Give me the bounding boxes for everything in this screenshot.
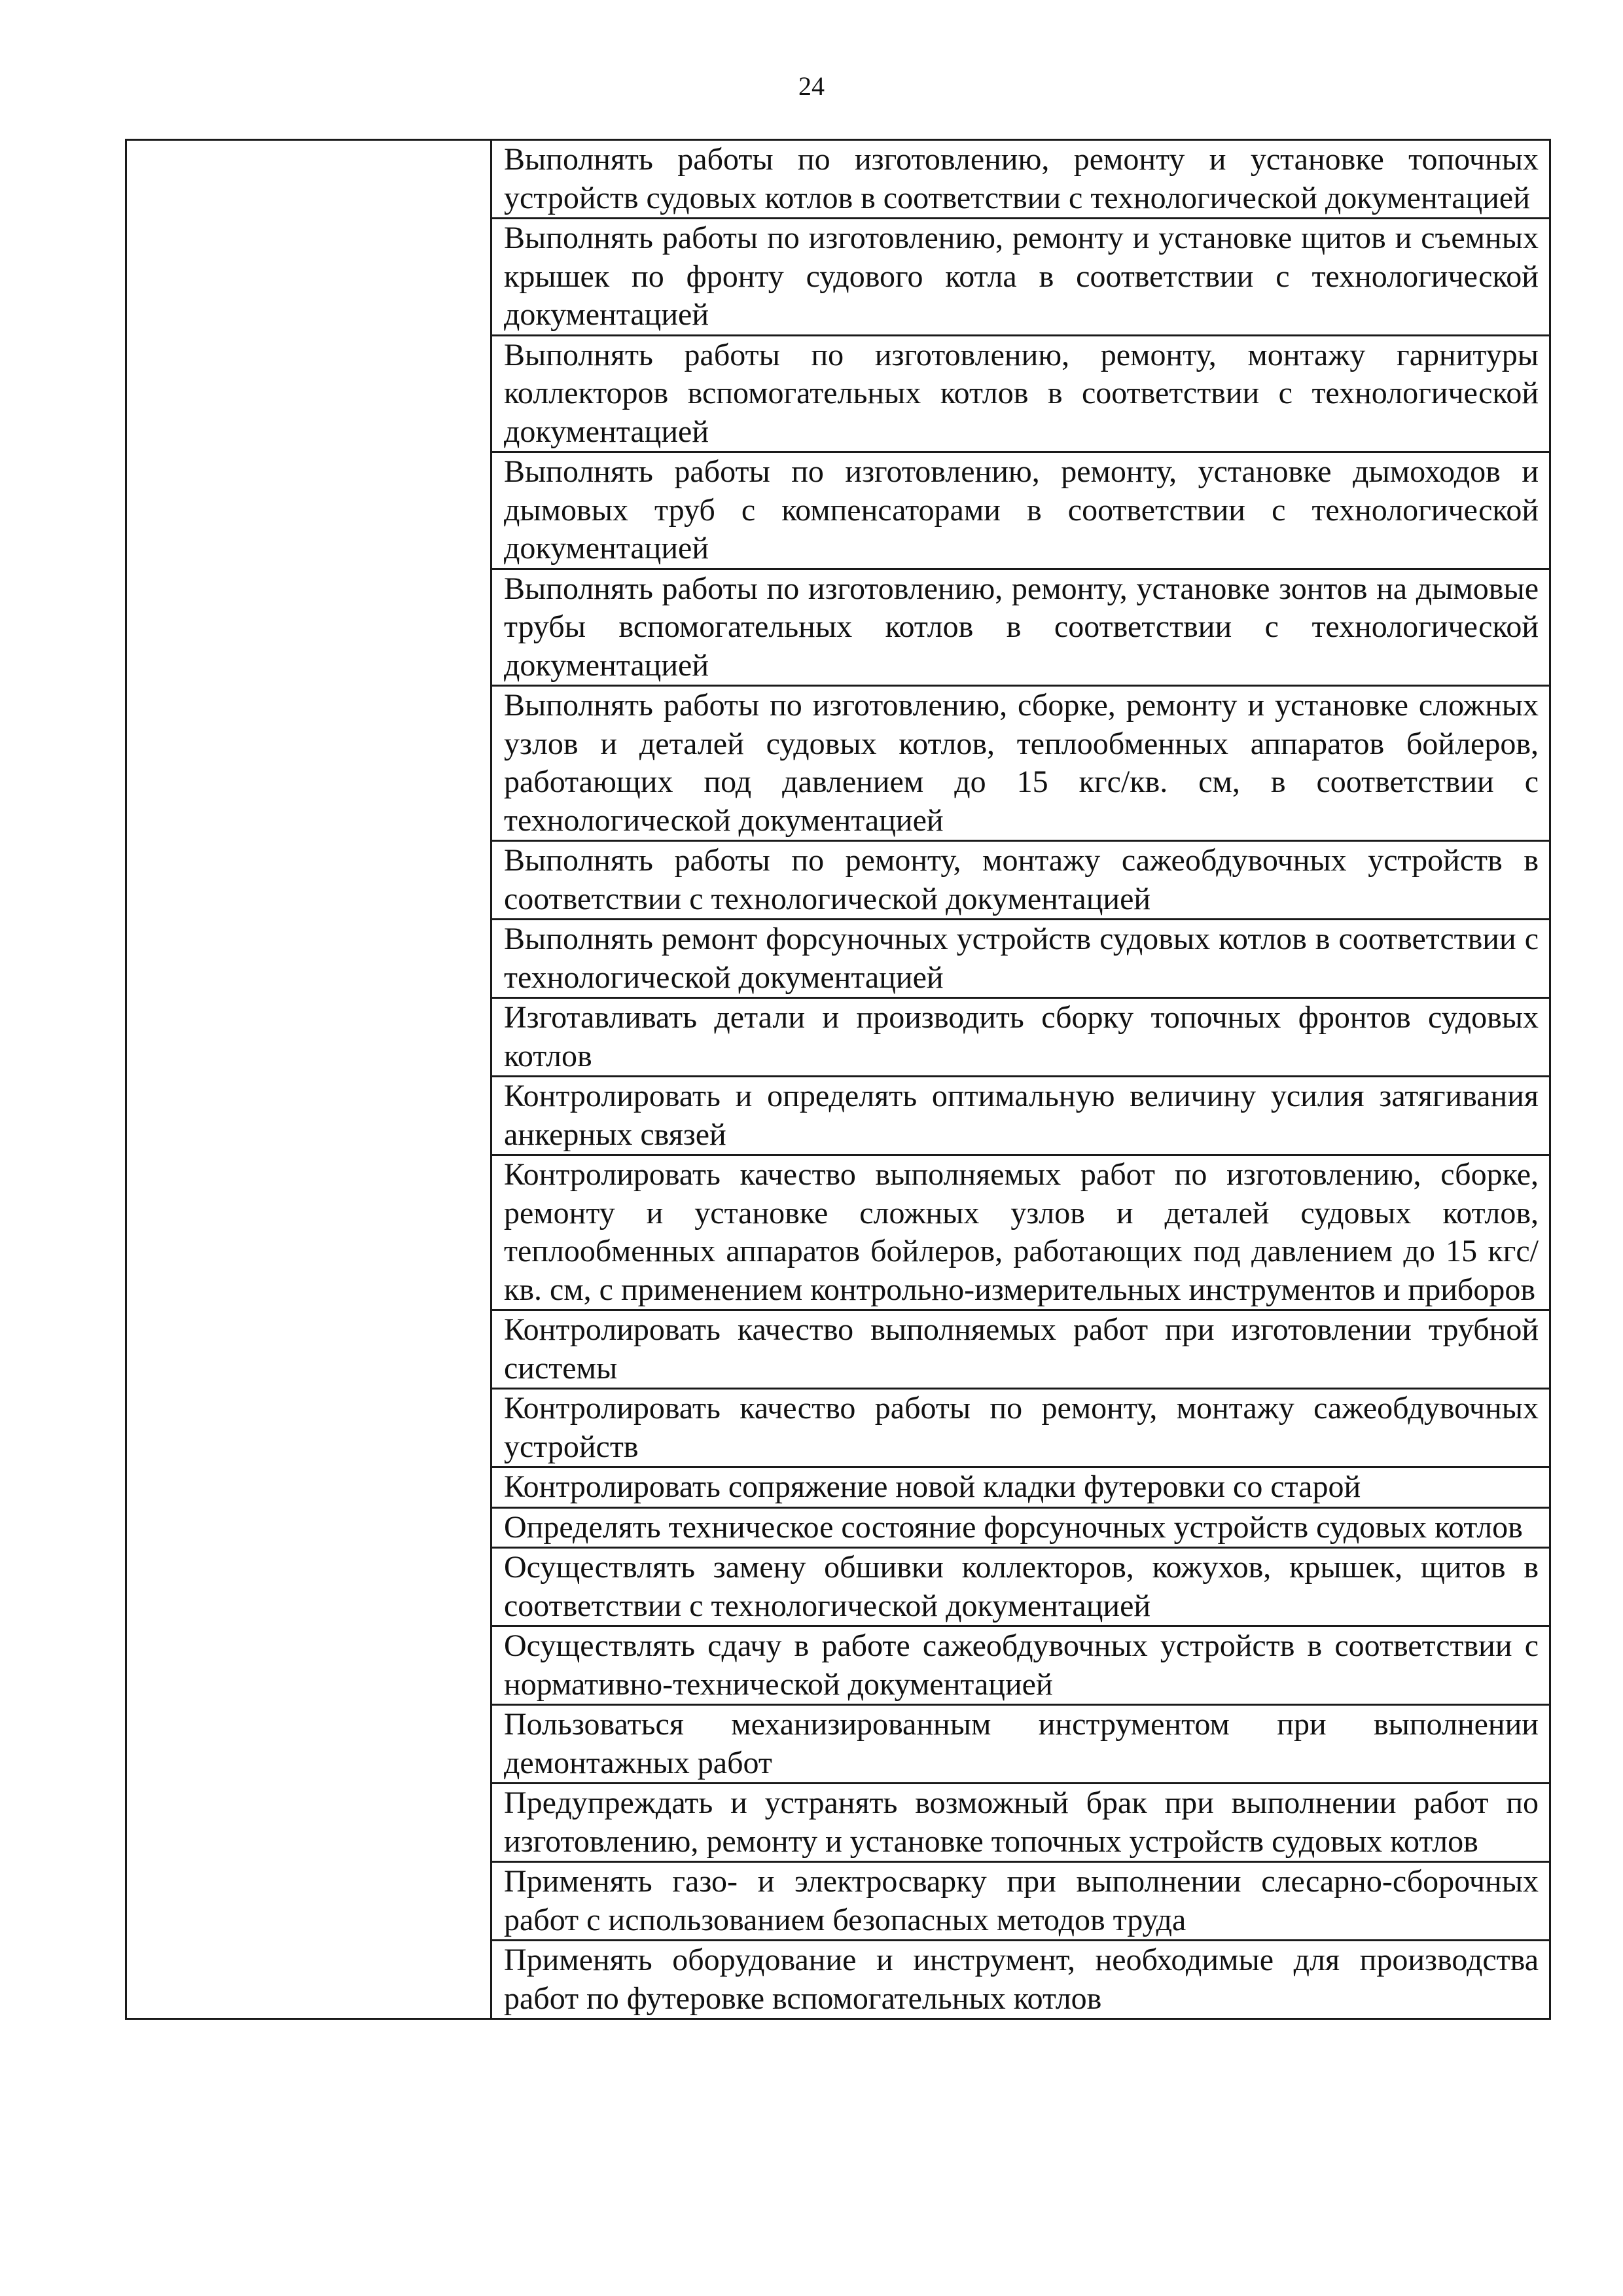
skill-cell — [491, 452, 1550, 569]
skill-text: Контролировать качество выполняемых работ по изготовлению, сборке, ремонту и установке сложных узлов и деталей судовых котлов, теплообменных аппаратов бойлеров, работающих под давлением до 15 кгс/кв. см, с применением контрольно-измерительных инструментов и приборов — [504, 1157, 1539, 1307]
skill-text: Применять газо- и электросварку при выполнении слесарно-сборочных работ с использованием безопасных методов труда — [504, 1864, 1539, 1937]
skill-text: Предупреждать и устранять возможный брак при выполнении работ по изготовлению, ремонту и установке топочных устройств судовых котлов — [504, 1785, 1539, 1859]
skill-cell — [491, 335, 1550, 452]
skill-text: Выполнять работы по изготовлению, ремонту, установке зонтов на дымовые трубы вспомогательных котлов в соответствии с технологической документацией — [504, 571, 1539, 683]
skill-text: Выполнять работы по изготовлению, ремонту, установке дымоходов и дымовых труб с компенсаторами в соответствии с технологической документацией — [504, 454, 1539, 565]
skill-text: Применять оборудование и инструмент, необходимые для производства работ по футеровке вспомогательных котлов — [504, 1943, 1539, 2016]
skills-table — [125, 139, 1551, 2020]
skill-text: Выполнять работы по изготовлению, ремонту и установке щитов и съемных крышек по фронту судового котла в соответствии с технологической документацией — [504, 221, 1539, 332]
skill-cell — [491, 219, 1550, 336]
skill-cell — [491, 920, 1550, 998]
skill-cell — [491, 1310, 1550, 1389]
skill-cell — [491, 1507, 1550, 1548]
skill-text: Выполнять работы по изготовлению, ремонту, монтажу гарнитуры коллекторов вспомогательных котлов в соответствии с технологической документацией — [504, 337, 1539, 449]
skill-cell — [491, 1548, 1550, 1626]
skill-text: Осуществлять сдачу в работе сажеобдувочных устройств в соответствии с нормативно-технической документацией — [504, 1628, 1539, 1702]
skill-text: Изготавливать детали и производить сборку топочных фронтов судовых котлов — [504, 1000, 1539, 1073]
skill-cell — [491, 569, 1550, 686]
left-column-cell — [126, 140, 491, 2019]
skill-cell — [491, 1941, 1550, 2019]
skill-cell — [491, 1862, 1550, 1941]
skill-cell — [491, 1705, 1550, 1784]
skill-text: Выполнять работы по ремонту, монтажу сажеобдувочных устройств в соответствии с технологической документацией — [504, 843, 1539, 916]
skill-text: Выполнять работы по изготовлению, сборке, ремонту и установке сложных узлов и деталей судовых котлов, теплообменных аппаратов бойлеров, работающих под давлением до 15 кгс/кв. см, в соответствии с технологической документацией — [504, 688, 1539, 838]
skill-text: Осуществлять замену обшивки коллекторов, кожухов, крышек, щитов в соответствии с технологической документацией — [504, 1550, 1539, 1623]
skill-text: Контролировать качество работы по ремонту, монтажу сажеобдувочных устройств — [504, 1391, 1539, 1464]
skill-text: Пользоваться механизированным инструментом при выполнении демонтажных работ — [504, 1707, 1539, 1780]
skill-text: Контролировать сопряжение новой кладки футеровки со старой — [504, 1469, 1361, 1504]
table-row — [126, 140, 1550, 219]
skill-text: Контролировать и определять оптимальную величину усилия затягивания анкерных связей — [504, 1079, 1539, 1152]
skill-cell — [491, 1077, 1550, 1155]
skill-cell — [491, 140, 1550, 219]
skill-cell — [491, 686, 1550, 841]
skill-cell — [491, 1784, 1550, 1862]
page-number: 24 — [798, 71, 825, 101]
skill-cell — [491, 998, 1550, 1077]
skill-cell — [491, 1155, 1550, 1310]
skills-table-body — [126, 140, 1550, 2019]
skill-text: Выполнять ремонт форсуночных устройств судовых котлов в соответствии с технологической документацией — [504, 922, 1539, 995]
skill-text: Определять техническое состояние форсуночных устройств судовых котлов — [504, 1509, 1523, 1545]
skill-cell — [491, 1389, 1550, 1467]
skill-cell — [491, 1626, 1550, 1705]
skill-text: Выполнять работы по изготовлению, ремонту и установке топочных устройств судовых котлов в соответствии с технологической документацией — [504, 142, 1539, 215]
skill-text: Контролировать качество выполняемых работ при изготовлении трубной системы — [504, 1312, 1539, 1386]
skill-cell — [491, 1467, 1550, 1508]
skill-cell — [491, 841, 1550, 920]
